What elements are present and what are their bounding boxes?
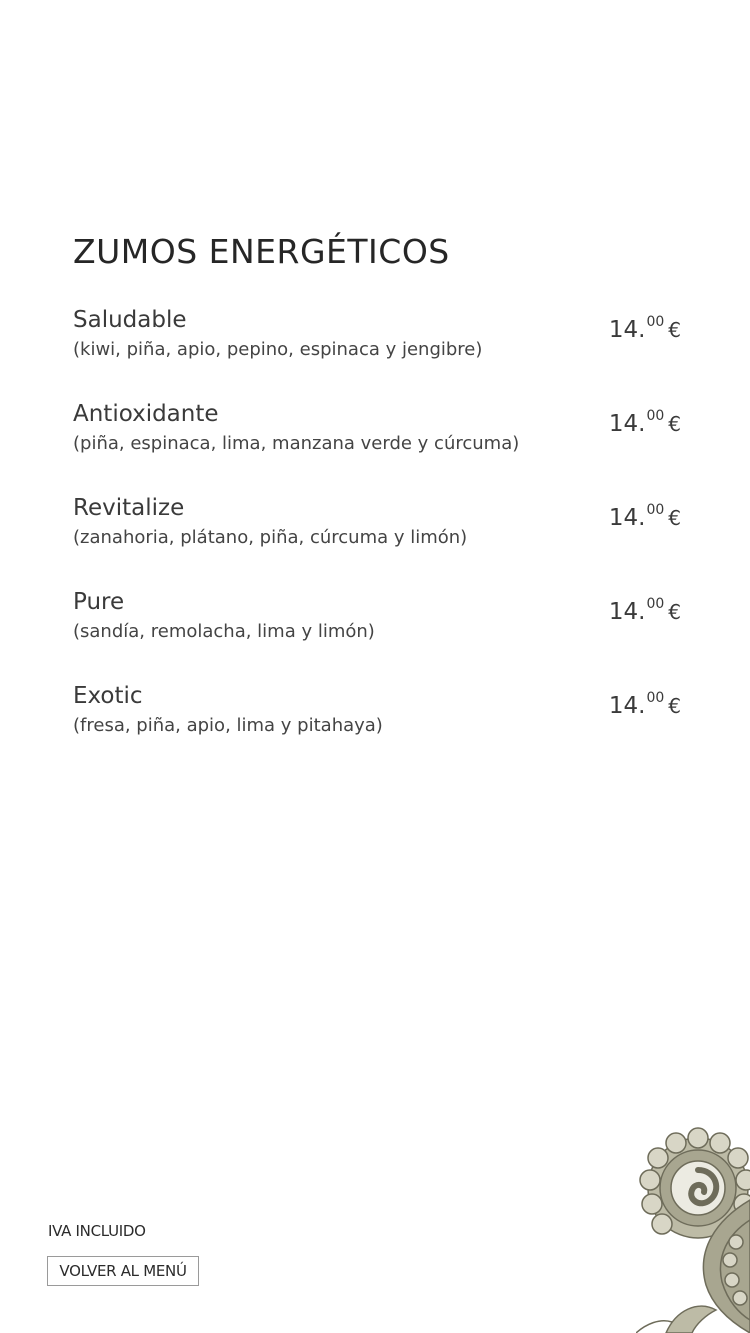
price-cents: 00 [646, 408, 665, 424]
item-price [609, 494, 681, 534]
item-price [609, 682, 681, 722]
section-title: ZUMOS ENERGÉTICOS [73, 232, 450, 271]
menu-item-antioxidante [73, 398, 685, 492]
item-name: Exotic [73, 683, 143, 709]
price-currency: € [668, 600, 681, 624]
menu-item-saludable [73, 304, 685, 398]
item-name: Antioxidante [73, 401, 219, 427]
price-cents: 00 [646, 314, 665, 330]
menu-list [73, 304, 685, 774]
item-name: Saludable [73, 307, 187, 333]
price-whole: 14. [608, 505, 646, 531]
tax-included-note: IVA INCLUIDO [48, 1222, 146, 1240]
item-description: (zanahoria, plátano, piña, cúrcuma y limón) [73, 527, 468, 548]
price-whole: 14. [608, 599, 646, 625]
item-price [609, 588, 681, 628]
back-to-menu-button[interactable]: VOLVER AL MENÚ [47, 1256, 199, 1286]
paisley-ornament-icon [636, 1110, 750, 1333]
item-description: (piña, espinaca, lima, manzana verde y cúrcuma) [73, 433, 520, 454]
price-currency: € [668, 694, 681, 718]
price-currency: € [668, 506, 681, 530]
price-cents: 00 [646, 690, 665, 706]
price-cents: 00 [646, 596, 665, 612]
menu-item-revitalize [73, 492, 685, 586]
price-cents: 00 [646, 502, 665, 518]
price-whole: 14. [608, 317, 646, 343]
item-description: (kiwi, piña, apio, pepino, espinaca y jengibre) [73, 339, 483, 360]
item-description: (sandía, remolacha, lima y limón) [73, 621, 375, 642]
price-whole: 14. [608, 411, 646, 437]
menu-item-exotic [73, 680, 685, 774]
price-currency: € [668, 318, 681, 342]
item-price [609, 400, 681, 440]
item-price [609, 306, 681, 346]
item-description: (fresa, piña, apio, lima y pitahaya) [73, 715, 383, 736]
price-currency: € [668, 412, 681, 436]
item-name: Pure [73, 589, 125, 615]
price-whole: 14. [608, 693, 646, 719]
menu-item-pure [73, 586, 685, 680]
item-name: Revitalize [73, 495, 185, 521]
